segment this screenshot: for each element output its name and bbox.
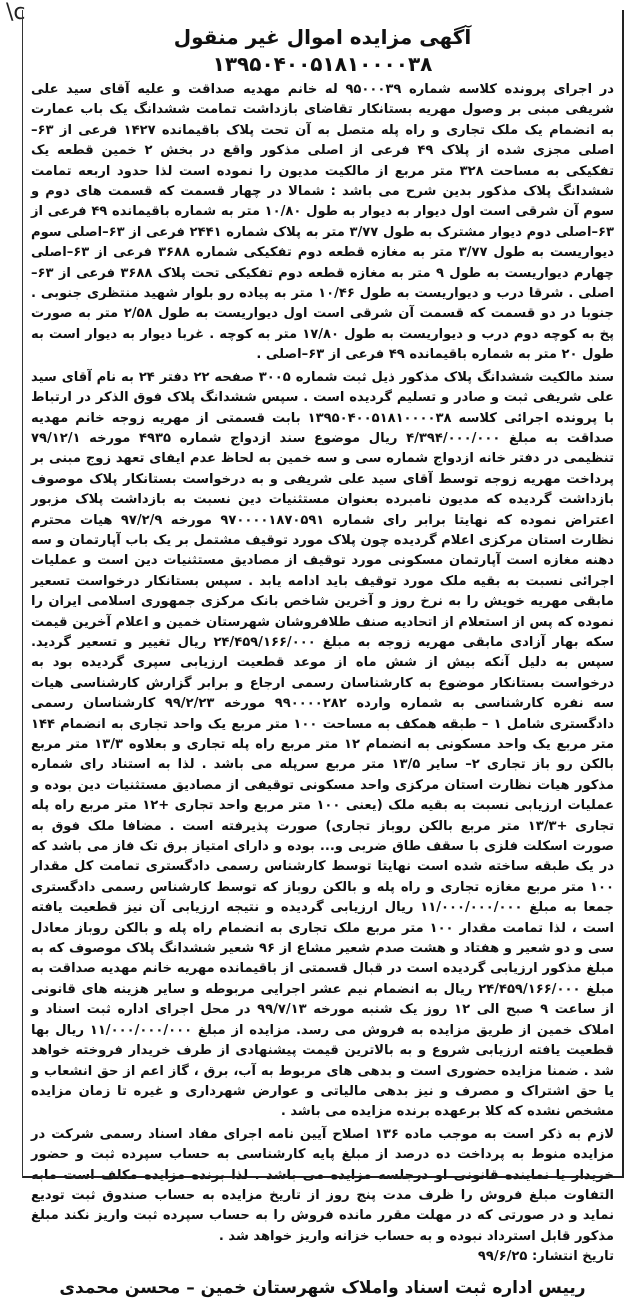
notice-paragraph-details: سند مالکیت ششدانگ پلاک مذکور ذیل ثبت شماره ۳۰۰۵ صفحه ۲۲ دفتر ۲۴ به نام آقای سید علی شریفی ثبت و صادر و تسلیم گردیده است . سپس ششدانگ پلاک فوق الذکر در ارتباط با پرونده اجرائی کلاسه ۱۳۹۵۰۴۰۰۵۱۸۱۰۰۰۰۳۸ بابت قسمتی از مهریه زوجه خانم مهدیه صداقت به مبلغ ۴/۳۹۴/۰۰۰/۰۰۰ ریال موضوع سند ازدواج شماره ۴۹۳۵ مورخه ۷۹/۱۲/۱ تنظیمی در دفتر خانه ازدواج شماره سی و سه خمین به لحاظ عدم ایفای تعهد زوج مبنی بر پرداخت مهریه زوجه توسط آقای سید علی شریفی و به درخواست بستانکار پلاک موصوف بازداشت گردیده که مدیون نامبرده بعنوان مستثنیات دین نسبت به بازداشت پلاک مزبور اعتراض نموده که نهایتا برابر رای شماره ۹۷۰۰۰۰۱۸۷۰۵۹۱ مورخه ۹۷/۲/۹ هیات محترم نظارت استان مرکزی اعلام گردیده چون پلاک مورد توقیف مشتمل بر یک باب آپارتمان و سه دهنه مغازه است آپارتمان مسکونی مورد توقیف از مصادیق مستثنیات دین است و عملیات اجرائی نسبت به بقیه ملک مورد توقیف باید ادامه یابد . سپس بستانکار درخواست تسعیر مابقی مهریه خویش را به نرخ روز و آخرین شاخص بانک مرکزی جمهوری اسلامی ایران را نموده که پس از استعلام از اتحادیه صنف طلافروشان شهرستان خمین و اعلام آخرین قیمت سکه بهار آزادی مابقی مهریه زوجه به مبلغ ۲۴/۴۵۹/۱۶۶/۰۰۰ ریال تغییر و تسعیر گردید. سپس به دلیل آنکه بیش از شش ماه از موعد قطعیت ارزیابی سپری گردیده بود به درخواست بستانکار موضوع به کارشناسان رسمی ارجاع و برابر گزارش کارشناسی هیات سه نفره کارشناسی به شماره وارده ۹۹۰۰۰۰۲۸۲ مورخه ۹۹/۲/۲۳ کارشناسان رسمی دادگستری شامل ۱ – طبقه همکف به مساحت ۱۰۰ متر مربع یک واحد تجاری به انضمام ۱۴۴ متر مربع یک واحد مسکونی به انضمام ۱۲ متر مربع راه پله تجاری و بعلاوه ۱۳/۳ متر مربع بالکن رو باز تجاری ۲– سایر ۱۳/۵ متر مربع سرپله می باشد . لذا به استناد رای شماره مذکور هیات نظارت استان مرکزی واحد مسکونی توقیفی از مصادیق مستثنیات دین بوده و عملیات ارزیابی نسبت به بقیه ملک (یعنی ۱۰۰ متر مربع واحد تجاری +۱۲ متر مربع راه پله تجاری +۱۳/۳ متر مربع بالکن روباز تجاری) صورت پذیرفته است . مضافا ملک فوق به صورت اسکلت فلزی با سقف طاق ضربی و... بوده و دارای امتیاز برق تک فاز می باشد که در یک طبقه ساخته شده است نهایتا توسط کارشناس رسمی دادگستری تمامت کل مقدار ۱۰۰ متر مربع مغازه تجاری و راه پله و بالکن روباز که توسط کارشناس رسمی دادگستری جمعا به مبلغ ۱۱/۰۰۰/۰۰۰/۰۰۰ ریال ارزیابی گردیده و نتیجه ارزیابی آن نیز قطعیت یافته است ، لذا تمامت مقدار ۱۰۰ متر مربع ملک تجاری به انضمام راه پله و بالکن روباز معادل سی و دو شعیر و هفتاد و هشت صدم شعیر مشاع از ۹۶ شعیر ششدانگ پلاک موصوف که به مبلغ مذکور ارزیابی گردیده است در قبال قسمتی از باقیمانده مهریه خانم مهدیه صداقت به مبلغ ۲۴/۴۵۹/۱۶۶/۰۰۰ ریال به انضمام نیم عشر اجرایی مربوطه و سایر هزینه های قانونی از ساعت ۹ صبح الی ۱۲ روز یک شنبه مورخه ۹۹/۷/۱۳ در محل اجرای اداره ثبت اسناد و املاک خمین از طریق مزایده به فروش می رسد. مزایده از مبلغ ۱۱/۰۰۰/۰۰۰/۰۰۰ ریال بها قطعیت یافته ارزیابی شروع و به بالاترین قیمت پیشنهادی از طرف خریدار فروخته خواهد شد . ضمنا مزایده حضوری است و بدهی های مربوط به آب، برق ، گاز اعم از حق انشعاب و یا حق اشتراک و مصرف و نیز بدهی مالیاتی و عوارض شهرداری و غیره تا زمان مزایده مشخص نشده که کلا برعهده برنده مزایده می باشد . [31,369,615,1120]
case-serial-number: ۱۳۹۵۰۴۰۰۵۱۸۱۰۰۰۰۳۸ [212,52,433,76]
corner-mark: \c [6,0,26,25]
notice-paragraph-conditions: لازم به ذکر است به موجب ماده ۱۳۶ اصلاح آیین نامه اجرای مفاد اسناد رسمی شرکت در مزایده منوط به پرداخت ده درصد از مبلغ پایه کارشناسی به حساب سپرده ثبت و حضور خریدار یا نماینده قانونی او درجلسه مزایده می باشد . لذا برنده مزایده مکلف است مابه التفاوت مبلغ فروش را ظرف مدت پنج روز از تاریخ مزایده به حساب صندوق ثبت تودیع نماید و در صورتی که در مهلت مقرر مانده فروش را به حساب سپرده ثبت واریز نکند مبلغ مذکور قابل استرداد نبوده و به حساب خزانه واریز خواهد شد . [31,1126,614,1244]
publish-date: تاریخ انتشار: ۹۹/۶/۲۵ [477,1249,614,1265]
notice-title: آگهی مزایده اموال غیر منقول [173,25,472,49]
signature-line: رییس اداره ثبت اسناد واملاک شهرستان خمین – محسن محمدی [59,1278,586,1299]
auction-notice [22,10,624,1299]
bottom-divider [23,1176,622,1178]
notice-paragraph-boundaries: در اجرای پرونده کلاسه شماره ۹۵۰۰۰۳۹ له خانم مهدیه صداقت و علیه آقای سید علی شریفی مبنی بر وصول مهریه بستانکار تقاضای بازداشت تمامت ششدانگ یک باب عمارت به انضمام یک ملک تجاری و راه پله متصل به آن تحت پلاک باقیمانده ۱۴۲۷ فرعی از ۶۳–اصلی مجزی شده از پلاک ۴۹ فرعی از اصلی مذکور واقع در بخش ۲ خمین قطعه یک تفکیکی به مساحت ۳۲۸ متر مربع از مالکیت مدیون را نموده است لذا حدود اربعه تمامت ششدانگ پلاک مذکور بدین شرح می باشد : شمالا در چهار قسمت که قسمت های دوم و سوم آن شرقی است اول دیوار به دیوار به طول ۱۰/۸۰ متر به شماره باقیمانده ۴۹ فرعی از ۶۳–اصلی دوم دیوار مشترک به طول ۳/۷۷ متر به پلاک شماره ۲۴۴۱ فرعی از ۶۳–اصلی سوم دیواریست به طول ۳/۷۷ متر به مغازه قطعه دوم تفکیکی شماره ۳۶۸۸ فرعی از ۶۳–اصلی چهارم دیواریست به طول ۹ متر به مغازه قطعه دوم تفکیکی تحت پلاک ۳۶۸۸ فرعی از ۶۳–اصلی . شرقا درب و دیواریست به طول ۱۰/۴۶ متر به پیاده رو بلوار شهید منتظری جنوبی . جنوبا در دو قسمت که قسمت آن شرقی است اول دیواریست به طول ۲/۵۸ متر به صورت پخ به کوچه دوم درب و دیواریست به طول ۱۷/۸۰ متر به کوچه . غربا دیوار به دیوار است به طول ۲۰ متر به شماره باقیمانده ۴۹ فرعی از ۶۳–اصلی . [31,82,615,363]
